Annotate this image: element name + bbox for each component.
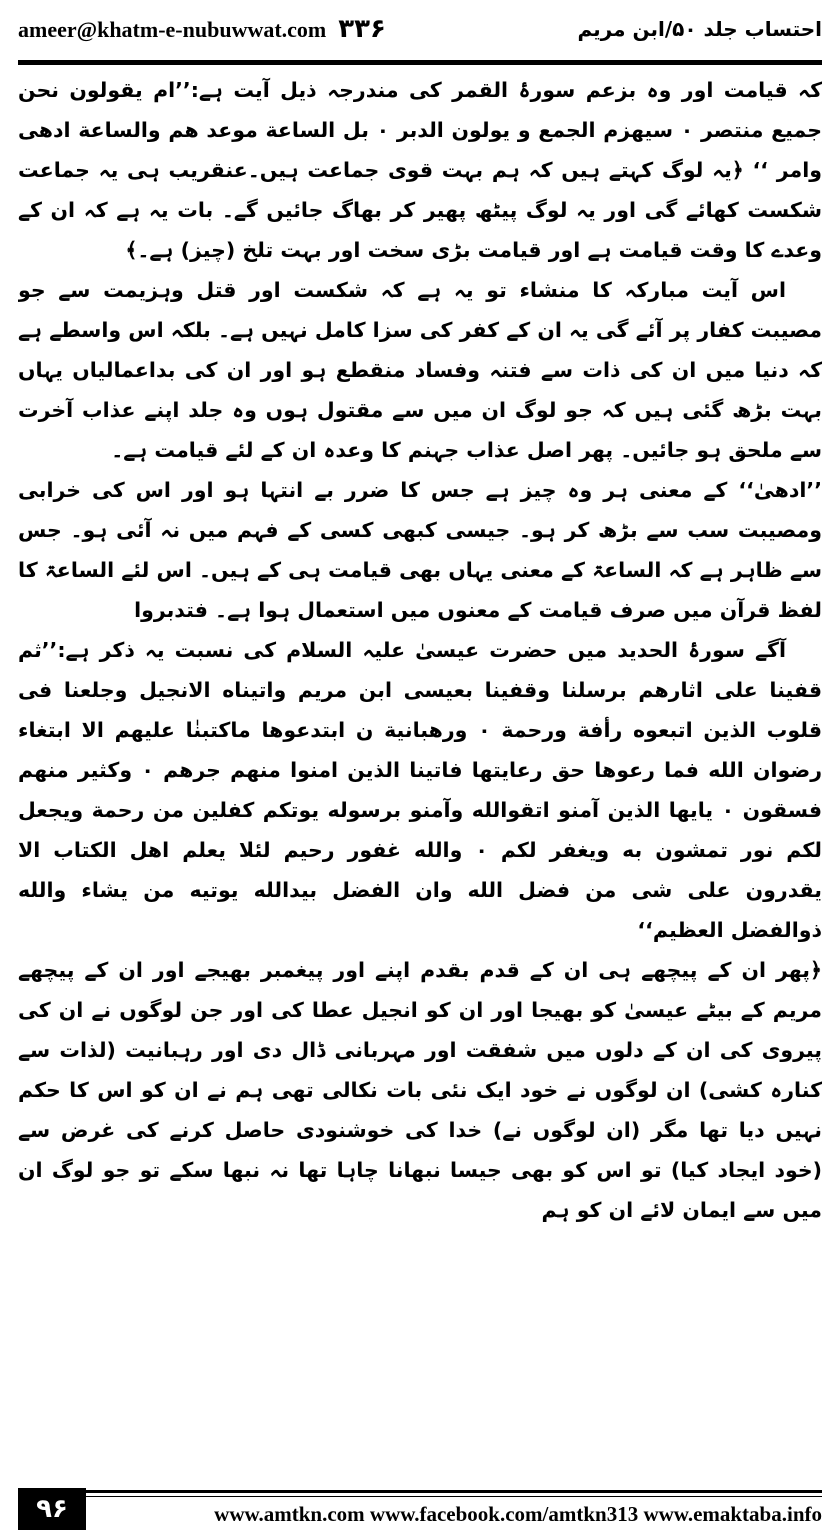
page-footer	[18, 1482, 822, 1540]
header-book-title: احتساب جلد ۵۰/ابن مریم	[577, 17, 822, 41]
paragraph-2: اس آیت مبارکہ کا منشاء تو یہ ہے کہ شکست اور قتل وہزیمت سے جو مصیبت کفار پر آئے گی یہ ان کے کفر کی سزا کامل نہیں ہے۔ بلکہ اس واسطے ہے کہ دنیا میں ان کی ذات سے فتنہ وفساد منقطع ہو اور ان کی بداعمالیاں یہاں بہت بڑھ گئی ہیں کہ جو لوگ ان میں سے مقتول ہوں وہ جلد اپنے عذاب آخرت سے ملحق ہو جائیں۔ پھر اصل عذاب جہنم کا وعدہ ان کے لئے قیامت ہے۔	[18, 278, 822, 462]
footer-links[interactable]: www.amtkn.com www.facebook.com/amtkn313 www.emaktaba.info	[214, 1502, 822, 1526]
paragraph-3: ’’ادھیٰ‘‘ کے معنی ہر وہ چیز ہے جس کا ضرر بے انتہا ہو اور اس کی خرابی ومصیبت سب سے بڑھ کر ہو۔ جیسی کبھی کسی کے فہم میں نہ آئی ہو۔ جس سے ظاہر ہے کہ الساعۃ کے معنی یہاں بھی قیامت ہی کے ہیں۔ اس لئے الساعۃ کا لفظ قرآن میں صرف قیامت کے معنوں میں استعمال ہوا ہے۔ فتدبروا	[18, 478, 822, 622]
paragraph-5: ﴿پھر ان کے پیچھے ہی ان کے قدم بقدم اپنے اور پیغمبر بھیجے اور ان کے پیچھے مریم کے بیٹے عیسیٰ کو بھیجا اور ان کو انجیل عطا کی اور جن لوگوں نے ان کی پیروی کی ان کے دلوں میں شفقت اور مہربانی ڈال دی اور رہبانیت (لذات سے کنارہ کشی) ان لوگوں نے خود ایک نئی بات نکالی تھی ہم نے ان کو اس کا حکم نہیں دیا تھا مگر (ان لوگوں نے) خدا کی خوشنودی حاصل کرنے کی غرض سے (خود ایجاد کیا) تو اس کو بھی جیسا نبھانا چاہا تھا نہ نبھا سکے تو جو لوگ ان میں سے ایمان لائے ان کو ہم	[18, 958, 822, 1222]
footer-page-number: ۹۶	[18, 1488, 86, 1530]
header-rule	[18, 60, 822, 65]
page-header	[18, 0, 822, 58]
footer-rule-thin	[18, 1496, 822, 1497]
paragraph-4: آگے سورۂ الحدید میں حضرت عیسیٰ علیہ السلام کی نسبت یہ ذکر ہے:’’ثم قفینا علی اثارهم برسلنا وقفینا بعیسی ابن مریم واتیناه الانجیل وجلعنا فی قلوب الذین اتبعوه رأفة ورحمة ۰ ورهبانیة ن ابتدعوها ماکتبنٰا علیهم الا ابتغاء رضوان الله فما رعوها حق رعایتها فاتینا الذین امنوا منهم جرهم ۰ وکثیر منهم فسقون ۰ یایها الذین آمنو اتقوالله وآمنو برسوله یوتکم کفلین من رحمة ویجعل لکم نور تمشون به ویغفر لکم ۰ والله غفور رحیم لئلا یعلم اهل الکتاب الا یقدرون علی شی من فضل الله وان الفضل بیدالله یوتیه من یشاء والله ذوالفضل العظیم‘‘	[18, 638, 822, 942]
header-email[interactable]: ameer@khatm-e-nubuwwat.com	[18, 17, 327, 42]
header-left	[18, 14, 386, 44]
paragraph-1: کہ قیامت اور وہ بزعم سورۂ القمر کی مندرجہ ذیل آیت ہے:’’ام یقولون نحن جمیع منتصر ۰ سیھزم الجمع و یولون الدبر ۰ بل الساعة موعد هم والساعة ادهی وامر ‘‘ ﴿یہ لوگ کہتے ہیں کہ ہم بہت قوی جماعت ہیں۔عنقریب ہی یہ جماعت شکست کھائے گی اور یہ لوگ پیٹھ پھیر کر بھاگ جائیں گے۔ بات یہ ہے کہ ان کے وعدے کا وقت قیامت ہے اور قیامت بڑی سخت اور بہت تلخ (چیز) ہے۔﴾	[18, 78, 822, 262]
page-body	[18, 70, 822, 1470]
header-page-number: ۳۳۶	[338, 14, 386, 44]
footer-rule-thick	[18, 1490, 822, 1493]
